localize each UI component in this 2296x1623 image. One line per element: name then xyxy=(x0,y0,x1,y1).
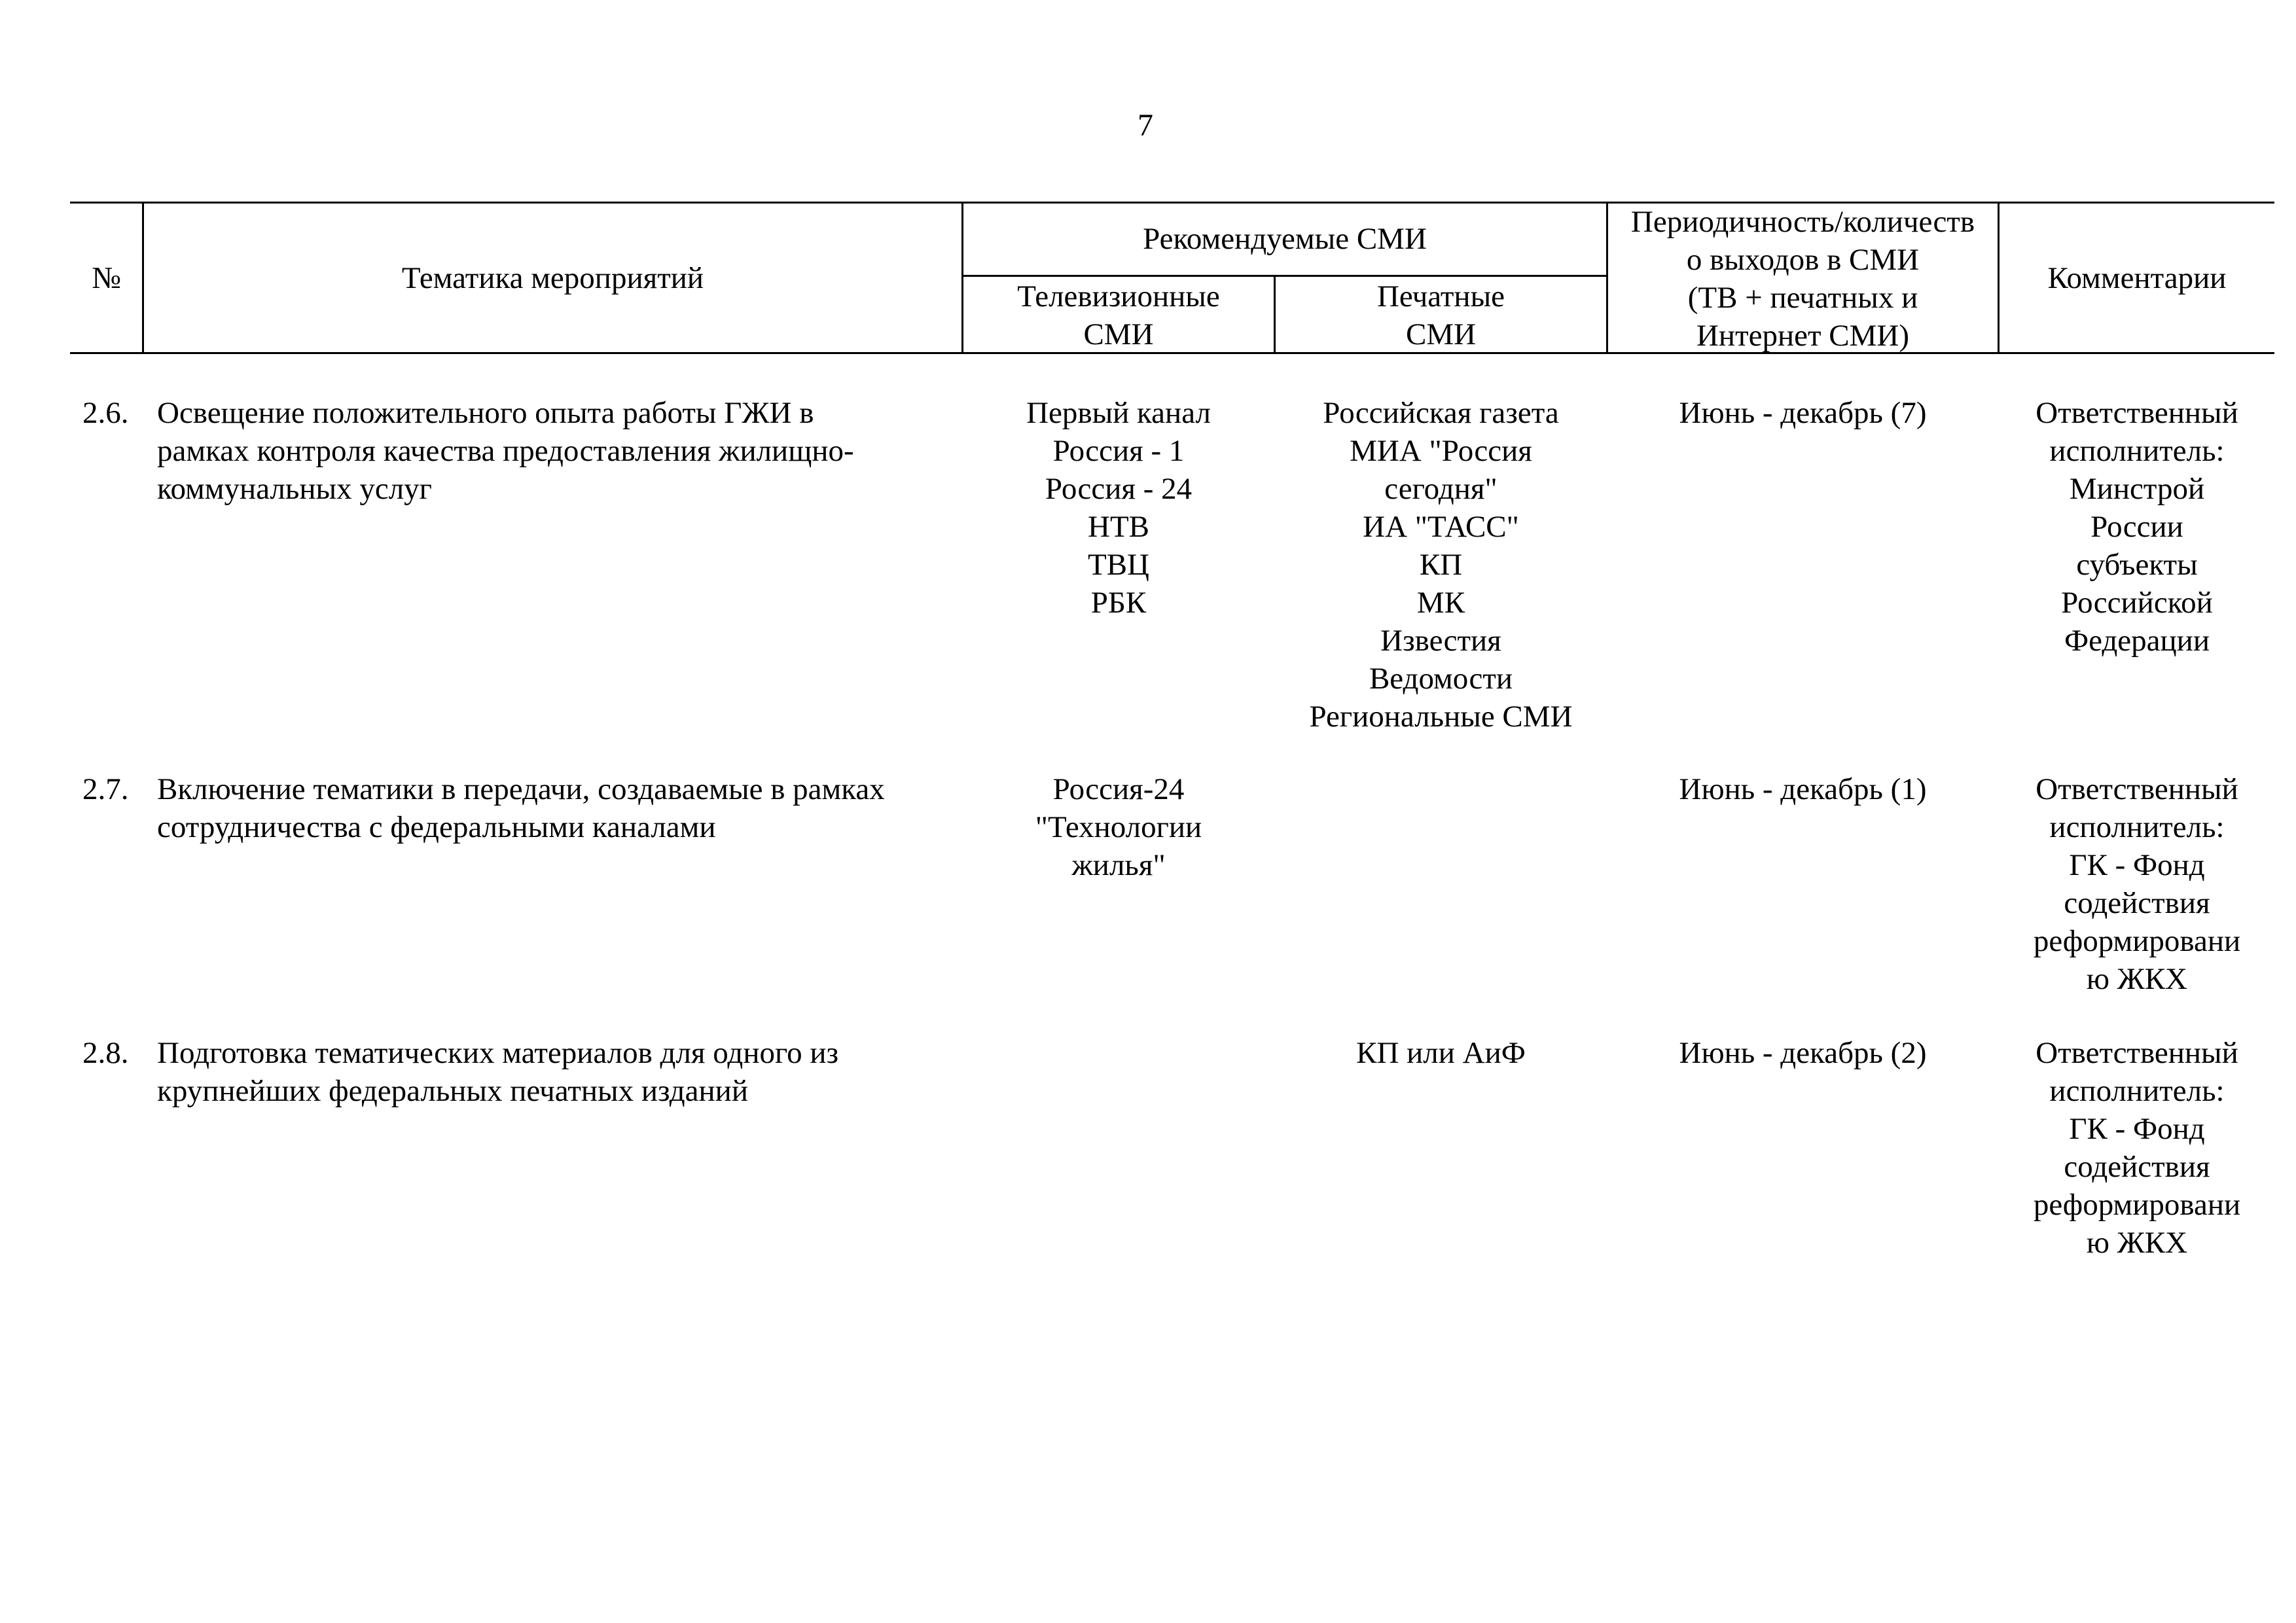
column-divider xyxy=(142,202,144,354)
row-frequency: Июнь - декабрь (2) xyxy=(1679,1036,1927,1070)
page-number: 7 xyxy=(1138,108,1153,143)
row-comment: Ответственный исполнитель: ГК - Фонд содействия реформировани ю ЖКХ xyxy=(2033,772,2241,996)
row-print-media: КП или АиФ xyxy=(1356,1036,1526,1070)
header-frequency: Периодичность/количеств о выходов в СМИ (ТВ + печатных и Интернет СМИ) xyxy=(1630,205,1975,353)
header-num: № xyxy=(92,261,121,295)
row-print-media: Российская газета МИА "Россия сегодня" ИА "ТАСС" КП МК Известия Ведомости Региональные СМИ xyxy=(1309,396,1573,734)
header-topic: Тематика мероприятий xyxy=(401,261,704,295)
row-tv-media: Россия-24 "Технологии жилья" xyxy=(1035,772,1202,882)
header-recommended-media: Рекомендуемые СМИ xyxy=(1143,222,1427,256)
row-comment: Ответственный исполнитель: ГК - Фонд содействия реформировани ю ЖКХ xyxy=(2033,1036,2241,1260)
row-topic: Подготовка тематических материалов для одного из крупнейших федеральных печатных изданий xyxy=(157,1036,839,1108)
header-comments: Комментарии xyxy=(2047,261,2227,295)
row-number: 2.8. xyxy=(82,1036,129,1070)
row-frequency: Июнь - декабрь (7) xyxy=(1679,396,1927,430)
row-tv-media: Первый канал Россия - 1 Россия - 24 НТВ ТВЦ РБК xyxy=(1026,396,1211,620)
row-topic: Освещение положительного опыта работы ГЖИ в рамках контроля качества предоставления жилищно- коммунальных услуг xyxy=(157,396,854,506)
row-number: 2.6. xyxy=(82,396,129,430)
row-number: 2.7. xyxy=(82,772,129,806)
row-frequency: Июнь - декабрь (1) xyxy=(1679,772,1927,806)
row-comment: Ответственный исполнитель: Минстрой России субъекты Российской Федерации xyxy=(2036,396,2238,658)
header-tv-media: Телевизионные СМИ xyxy=(1017,279,1220,351)
header-subdivider xyxy=(962,275,1607,277)
row-topic: Включение тематики в передачи, создаваемые в рамках сотрудничества с федеральными каналами xyxy=(157,772,885,844)
header-print-media: Печатные СМИ xyxy=(1376,279,1505,351)
